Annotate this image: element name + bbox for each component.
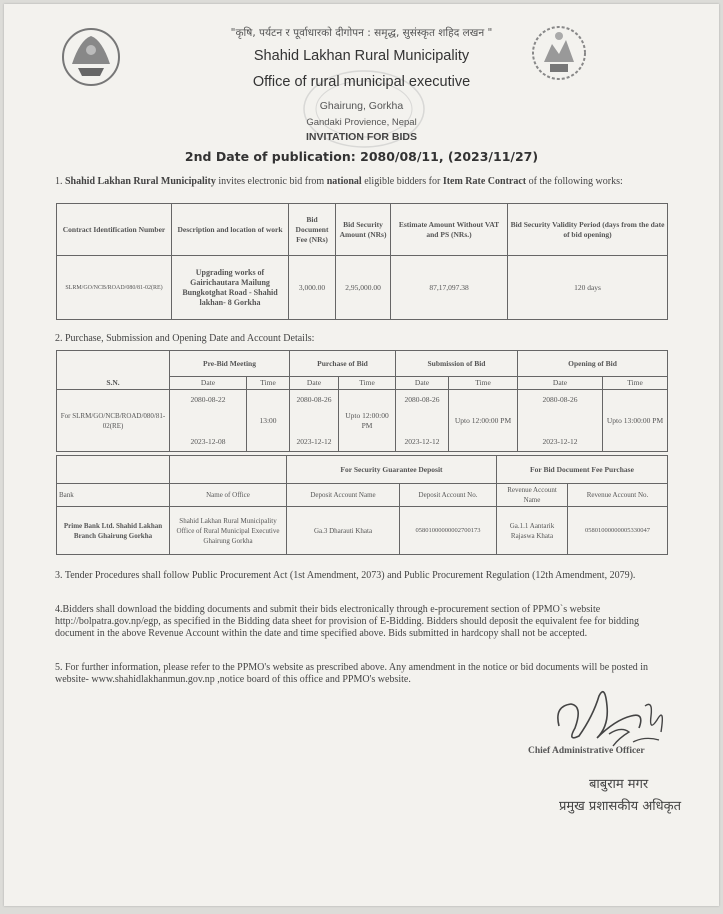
table-row — [57, 390, 668, 452]
account-table — [56, 455, 668, 555]
paragraph-3: 3. Tender Procedures shall follow Public Procurement Act (1st Amendment, 2073) and Public Procurement Regulation (12th Amendment, 2079). — [55, 570, 636, 581]
table-header: Date — [518, 377, 603, 390]
table-header: Description and location of work — [172, 204, 289, 256]
submission-date-bs: 2080-08-26 — [404, 394, 440, 404]
table-cell: Upto 13:00:00 PM — [603, 390, 668, 452]
table-header: Name of Office — [170, 484, 287, 507]
office-name: Office of rural municipal executive — [252, 74, 471, 90]
table-header: Time — [247, 377, 290, 390]
opening-date-ad: 2023-12-12 — [542, 436, 578, 446]
municipality-name: Shahid Lakhan Rural Municipality — [253, 48, 470, 64]
table-cell: 2,95,000.00 — [336, 256, 391, 320]
table-header: Opening of Bid — [518, 351, 668, 377]
table-header: Deposit Account No. — [400, 484, 497, 507]
table-cell: SLRM/GO/NCB/ROAD/080/81-02(RE) — [57, 256, 172, 320]
province: Gandaki Provience, Nepal — [306, 117, 417, 128]
table-cell: For SLRM/GO/NCB/ROAD/080/81-02(RE) — [57, 390, 170, 452]
table-header: Purchase of Bid — [290, 351, 396, 377]
table-cell: 05801000000005330047 — [568, 507, 668, 555]
table-cell: 3,000.00 — [289, 256, 336, 320]
purchase-date-ad: 2023-12-12 — [296, 436, 332, 446]
slogan: "कृषि, पर्यटन र पूर्वाधारको दीगोपन : समृद्ध, सुसंस्कृत शहिद लखन " — [230, 27, 493, 39]
table-header: Submission of Bid — [396, 351, 518, 377]
table-header: Bid Document Fee (NRs) — [289, 204, 336, 256]
para1-national: national — [326, 176, 362, 187]
table-cell — [518, 390, 603, 452]
table-header: Date — [290, 377, 339, 390]
table-header: Bid Security Validity Period (days from the date of bid opening) — [508, 204, 668, 256]
notice-page — [4, 4, 719, 906]
para1-prefix: 1. — [55, 176, 63, 187]
prebid-date-bs: 2080-08-22 — [190, 394, 226, 404]
table-header: S.N. — [57, 351, 170, 390]
table-row — [57, 256, 668, 320]
purchase-date-bs: 2080-08-26 — [296, 394, 332, 404]
submission-date-ad: 2023-12-12 — [404, 436, 440, 446]
table-header: Pre-Bid Meeting — [170, 351, 290, 377]
table-header: Estimate Amount Without VAT and PS (NRs.) — [391, 204, 508, 256]
table-cell: 120 days — [508, 256, 668, 320]
table-row — [57, 507, 668, 555]
table-header: Date — [170, 377, 247, 390]
publication-date: 2nd Date of publication: 2080/08/11, (2023/11/27) — [184, 149, 539, 164]
table-cell: 05801000000002700173 — [400, 507, 497, 555]
table-header: Revenue Account No. — [568, 484, 668, 507]
table-cell — [396, 390, 449, 452]
signatory-designation: Chief Administrative Officer — [528, 746, 645, 756]
para1-text2: eligible bidders for — [364, 176, 441, 187]
table-cell: Shahid Lakhan Rural Municipality Office of Rural Municipal Executive Ghairung Gorkha — [170, 507, 287, 555]
signatory-designation-np: प्रमुख प्रशासकीय अधिकृत — [559, 799, 682, 814]
table-header: Contract Identification Number — [57, 204, 172, 256]
table-cell: 13:00 — [247, 390, 290, 452]
table-cell — [170, 456, 287, 484]
table-header: Time — [339, 377, 396, 390]
table-header: Time — [603, 377, 668, 390]
para1-municipality: Shahid Lakhan Rural Municipality — [65, 176, 216, 187]
table-header: Revenue Account Name — [497, 484, 568, 507]
para1-text1: invites electronic bid from — [218, 176, 325, 187]
table-header: Bid Security Amount (NRs) — [336, 204, 391, 256]
table-cell: Ga.1.1 Aantarik Rajaswa Khata — [497, 507, 568, 555]
table-header: Date — [396, 377, 449, 390]
table-cell: 87,17,097.38 — [391, 256, 508, 320]
opening-date-bs: 2080-08-26 — [542, 394, 578, 404]
table-cell: Upto 12:00:00 PM — [449, 390, 518, 452]
table-header: Time — [449, 377, 518, 390]
table-header: Deposit Account Name — [287, 484, 400, 507]
table-header-row — [57, 456, 668, 484]
table-cell: Upto 12:00:00 PM — [339, 390, 396, 452]
table-cell: Ga.3 Dharauti Khata — [287, 507, 400, 555]
paragraph-5: 5. For further information, please refer to the PPMO's website as prescribed above. Any amendment in the notice or bid documents will be posted in website- www.shahidlakhanmun.gov.np ,notice board of this office and PPMO's website. — [55, 662, 649, 685]
schedule-table — [56, 350, 668, 452]
table-cell — [170, 390, 247, 452]
table-subheader-row — [57, 484, 668, 507]
table-cell: Prime Bank Ltd. Shahid Lakhan Branch Ghairung Gorkha — [57, 507, 170, 555]
table-cell — [57, 456, 170, 484]
signatory-name-np: बाबुराम मगर — [589, 777, 649, 792]
table-cell: Upgrading works of Gairichautara Mailung Bungkotghat Road - Shahid lakhan- 8 Gorkha — [172, 256, 289, 320]
deposit-heading: For Security Guarantee Deposit — [287, 456, 497, 484]
paragraph-1 — [55, 176, 667, 188]
prebid-date-ad: 2023-12-08 — [190, 436, 226, 446]
notice-title: INVITATION FOR BIDS — [305, 131, 418, 143]
table-header-row — [57, 204, 668, 256]
table-header-row — [57, 351, 668, 377]
paragraph-2: 2. Purchase, Submission and Opening Date and Account Details: — [55, 333, 315, 344]
para1-contract: Item Rate Contract — [442, 176, 527, 187]
para1-text3: of the following works: — [528, 176, 623, 187]
fee-heading: For Bid Document Fee Purchase — [497, 456, 668, 484]
works-table — [56, 203, 668, 320]
table-cell — [290, 390, 339, 452]
paragraph-4: 4.Bidders shall download the bidding documents and submit their bids electronically through e-procurement section of PPMO`s website http://bolpatra.gov.np/egp, as specified in the Bidding data sheet for provision of E-Bidding. Bidders should deposit the equivalent fee for bidding document in the above Revenue Account within the date and time specified above. Bids submitted in hardcopy shall not be accepted. — [55, 604, 639, 639]
office-location: Ghairung, Gorkha — [319, 100, 404, 112]
table-header: Bank — [57, 484, 170, 507]
